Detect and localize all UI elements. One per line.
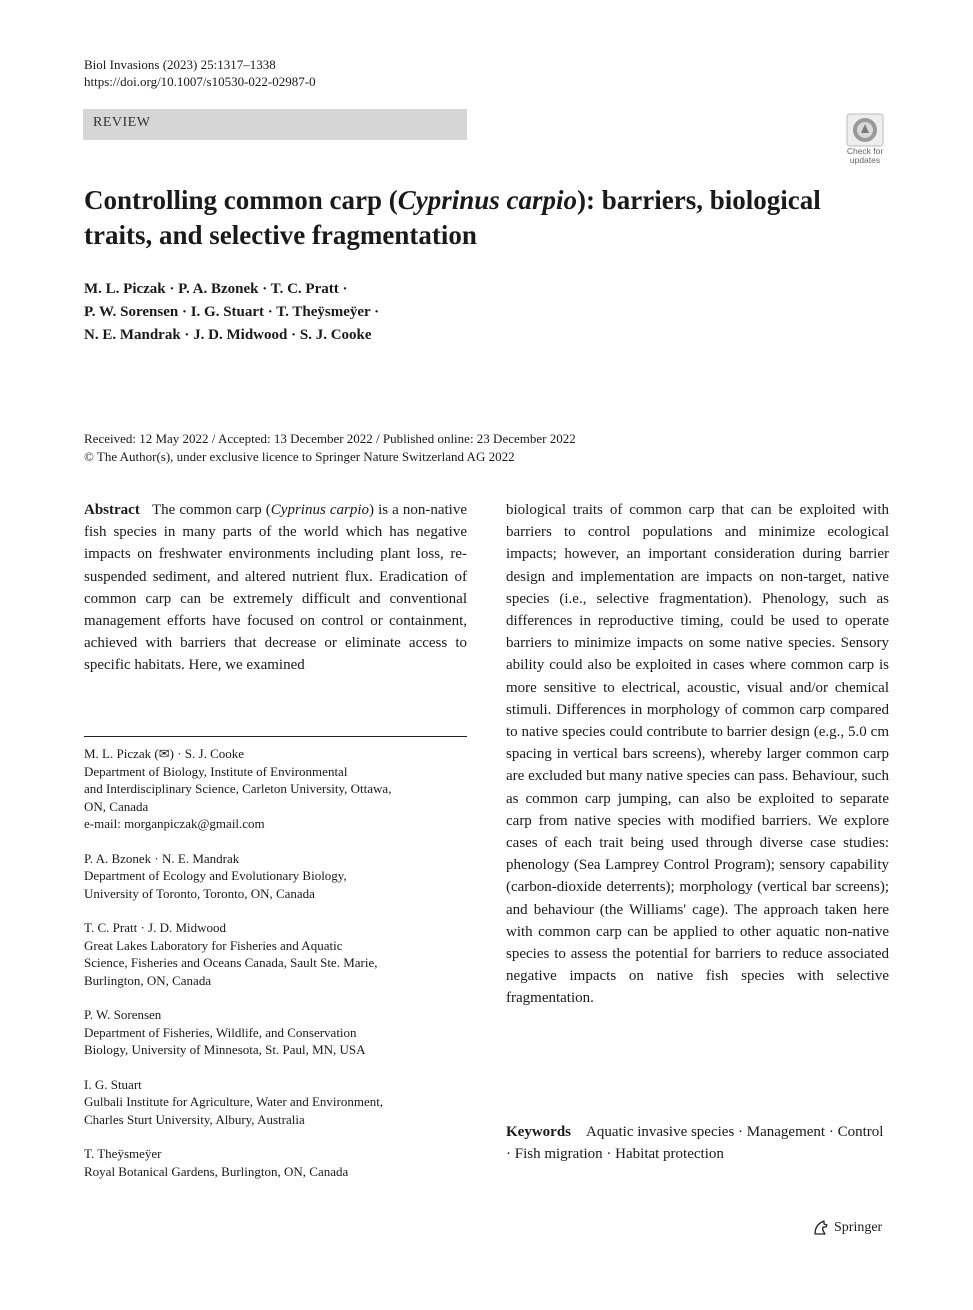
check-updates-icon — [846, 113, 884, 147]
affiliation-names: T. C. Pratt · J. D. Midwood — [84, 920, 227, 935]
check-for-updates-badge[interactable] — [840, 113, 890, 167]
affiliation-line: Gulbali Institute for Agriculture, Water and Environment, — [84, 1094, 384, 1109]
author-line: P. W. Sorensen · I. G. Stuart · T. Theÿsmeÿer · — [84, 304, 380, 320]
abstract-right-column — [506, 499, 889, 1010]
article-title — [84, 183, 844, 253]
author-line: M. L. Piczak · P. A. Bzonek · T. C. Pratt · — [84, 281, 348, 297]
affiliation-block — [84, 850, 467, 903]
affiliation-line: Royal Botanical Gardens, Burlington, ON, Canada — [84, 1163, 349, 1179]
affiliation-names: P. W. Sorensen — [84, 1007, 162, 1022]
affiliation-block — [84, 919, 467, 989]
abstract-lead: The common carp ( — [152, 502, 271, 518]
affiliations — [84, 745, 467, 1197]
affiliation-line: Department of Fisheries, Wildlife, and Conservation — [84, 1024, 357, 1040]
affiliation-line: Charles Sturt University, Albury, Australia — [84, 1111, 305, 1127]
affiliation-block — [84, 1006, 467, 1059]
check-updates-line2: updates — [849, 155, 881, 165]
check-updates-line1: Check for — [846, 146, 884, 156]
abstract-lead-italic: Cyprinus carpio — [270, 502, 370, 518]
springer-horse-icon — [812, 1219, 830, 1237]
abstract-body-right: biological traits of common carp that can be exploited with barriers to control populations and minimize ecological impacts; however, an important consideration during barrier design and implementation are impacts on non-target, native species (i.e., selective fragmentation). Phenology, such as differences in reproductive timing, could be used to operate barriers to minimize impacts on some native species. Sensory ability could also be exploited in cases where common carp is more sensitive to electrical, acoustic, visual and/or chemical stimuli. Differences in morphology of common carp compared to native species could contribute to barrier design (e.g., 5.0 cm spacing in vertical bars screens), whereby larger common carp are excluded but many native species can pass. Behaviour, such as common carp jumping, can also be exploited to separate carp from native species with modified barriers. We explore cases of each trait being used through diverse case studies: phenology (Sea Lamprey Control Program); sensory capability (carbon-dioxide deterrents); morphology (vertical bar screens); and behaviour (the Williams' cage). The approach taken here with common carp can be applied to other aquatic non-native species to assess the potential for barriers to reduce associated negative impacts on native fish species with selective fragmentation. — [506, 502, 889, 1007]
affiliation-line: Science, Fisheries and Oceans Canada, Sault Ste. Marie, — [84, 955, 378, 970]
author-line: N. E. Mandrak · J. D. Midwood · S. J. Cooke — [84, 327, 372, 343]
abstract-left-column — [84, 499, 467, 677]
affiliation-line: Biology, University of Minnesota, St. Paul, MN, USA — [84, 1042, 366, 1057]
publisher-name: Springer — [834, 1220, 883, 1235]
affiliation-block — [84, 1145, 467, 1180]
journal-header — [84, 56, 316, 90]
affiliation-block — [84, 1076, 467, 1129]
affiliation-line: e-mail: morganpiczak@gmail.com — [84, 816, 265, 831]
affiliation-line: Department of Ecology and Evolutionary Biology, — [84, 868, 347, 883]
affiliation-names: M. L. Piczak (✉) · S. J. Cooke — [84, 746, 245, 761]
affiliation-names: P. A. Bzonek · N. E. Mandrak — [84, 850, 240, 866]
affiliation-line: ON, Canada — [84, 798, 149, 814]
section-banner — [83, 109, 467, 140]
abstract-body-left: ) is a non-native fish species in many parts of the world which has negative impacts on freshwater environments including plant loss, re-suspended sediment, and altered nutrient flux. Eradication of common carp can be extremely difficult and conventional management efforts have focused on control or containment, achieved with barriers that decrease or eliminate access to specific habitats. Here, we examined — [84, 502, 468, 674]
affiliation-block — [84, 745, 467, 833]
title-pre: Controlling common carp ( — [84, 185, 398, 215]
publisher-logo — [812, 1219, 882, 1237]
title-italic: Cyprinus carpio — [397, 185, 578, 215]
affiliation-line: Great Lakes Laboratory for Fisheries and Aquatic — [84, 937, 343, 953]
affiliation-line: and Interdisciplinary Science, Carleton University, Ottawa, — [84, 781, 392, 796]
affiliation-names: I. G. Stuart — [84, 1076, 142, 1092]
keywords — [506, 1121, 889, 1166]
footnote-divider — [84, 736, 467, 737]
abstract-heading: Abstract — [84, 502, 140, 518]
author-list — [84, 278, 584, 347]
section-label: REVIEW — [93, 115, 151, 130]
publication-dates — [84, 430, 884, 466]
keywords-heading: Keywords — [506, 1124, 571, 1140]
affiliation-names: T. Theÿsmeÿer — [84, 1146, 162, 1161]
copyright-line: © The Author(s), under exclusive licence to Springer Nature Switzerland AG 2022 — [84, 449, 515, 464]
affiliation-line: Burlington, ON, Canada — [84, 972, 212, 988]
keywords-text: Aquatic invasive species · Management · Control · Fish migration · Habitat protection — [506, 1124, 884, 1163]
dates-line: Received: 12 May 2022 / Accepted: 13 December 2022 / Published online: 23 December 2022 — [84, 431, 576, 446]
doi-link[interactable]: https://doi.org/10.1007/s10530-022-02987-0 — [84, 74, 316, 89]
affiliation-line: University of Toronto, Toronto, ON, Canada — [84, 885, 315, 901]
journal-citation: Biol Invasions (2023) 25:1317–1338 — [84, 57, 276, 72]
title-post: ): barriers, biological traits, and selective fragmentation — [84, 185, 821, 250]
affiliation-line: Department of Biology, Institute of Environmental — [84, 763, 348, 779]
